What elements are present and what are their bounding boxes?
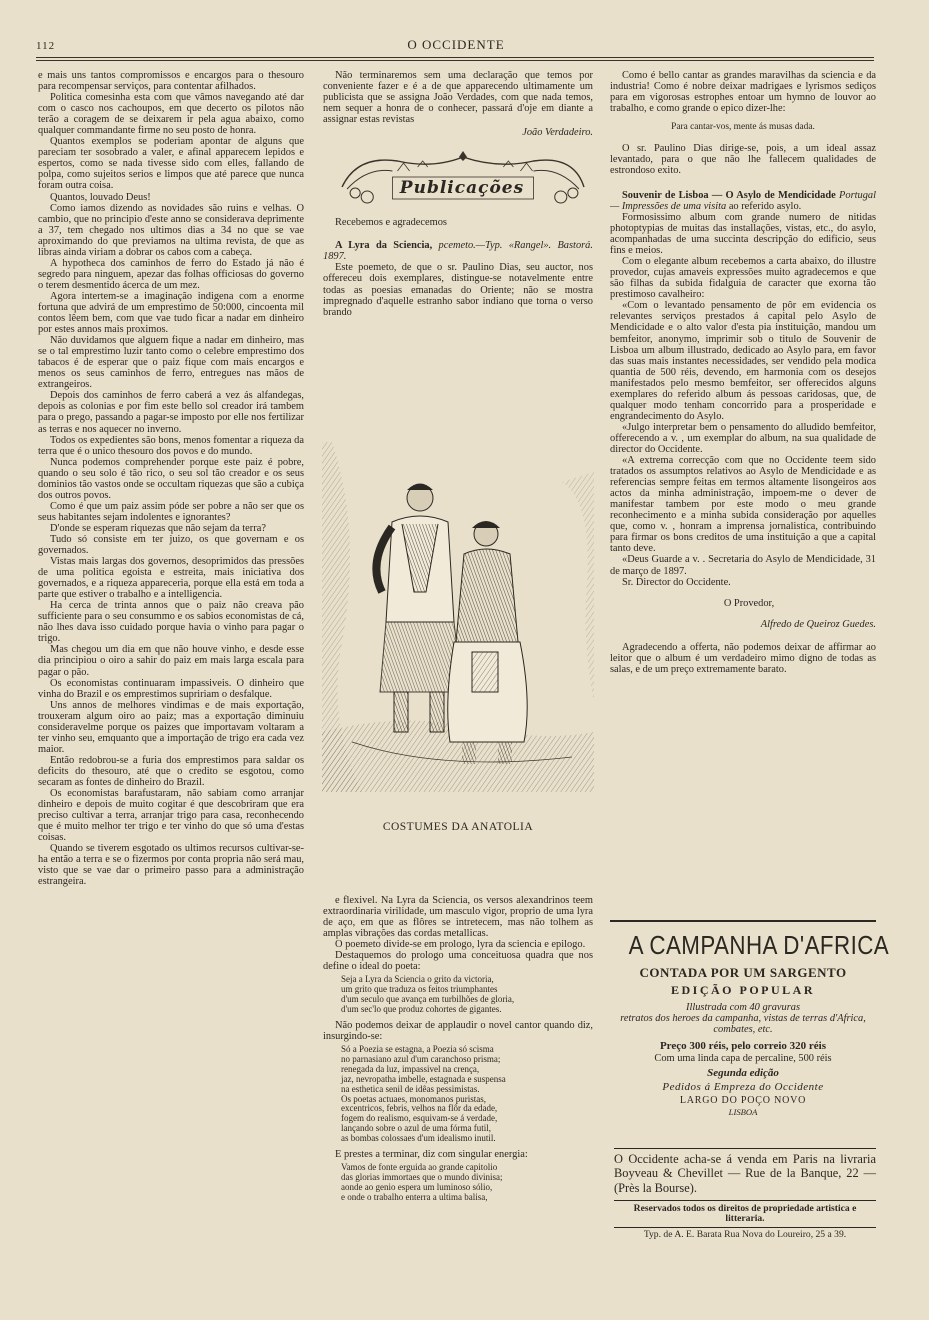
- souvenir-title: Souvenir de Lisboa — O Asylo de Mendicidade: [622, 189, 836, 201]
- poem-line: fogem do realismo, esquivam-se á verdade,: [341, 1113, 498, 1124]
- paragraph: Mas chegou um dia em que não houve vinho, e desde esse dia principiou o oiro a sahir do paiz em mais larga escala para pagar o pão.: [38, 644, 304, 678]
- paragraph: Depois dos caminhos de ferro caberá a vez ás alfandegas, depois as colonias e por fim este bello sol creador irá tambem para o prego, passando a pagar-se imposto por elle nos fertilizar as terras e nos aquecer no inverno.: [38, 390, 304, 435]
- page-number: 112: [36, 40, 56, 52]
- paragraph: Este poemeto, de que o sr. Paulino Dias, seu auctor, nos offereceu dois exemplares, distingue-se notavelmente entre todas as poesias emanadas do Oriente; não se mostra impregnado d'aquelle estranho sabor indiano que torna o verso brando: [323, 262, 593, 318]
- poem-line: na esthetica senil de idêas pessimistas.: [341, 1083, 480, 1094]
- paragraph: Recebemos e agradecemos: [335, 217, 447, 229]
- poem-line: as bombas colossaes d'um idealismo inutil.: [341, 1133, 496, 1144]
- ad-orders: Pedidos á Empreza do Occidente: [662, 1080, 824, 1093]
- journal-title: O OCCIDENTE: [407, 37, 505, 52]
- paragraph: Ha cerca de trinta annos que o paiz não creava pão sufficiente para o seu consummo e os sabios economistas de cá, não lhes dava isso cuidado porque havia o vinho para pagar o trigo.: [38, 600, 304, 645]
- ad-city: LISBOA: [728, 1106, 758, 1117]
- souvenir-subtitle: Portugal — Impressões de uma visita: [610, 189, 876, 212]
- paragraph: Como é que um paiz assim póde ser pobre a não ser que os seus habitantes sejam indolentes e ignorantes?: [38, 500, 304, 523]
- paragraph: O poemeto divide-se em prologo, lyra da sciencia e epilogo.: [335, 939, 586, 951]
- banner-label: Publicações: [399, 178, 525, 199]
- paragraph: Nunca podemos comprehender porque este paiz é pobre, quando o seu solo é tão rico, o seu sol tão creador e os seus dominios tão vastos onde se occultam riquezas que são a cubiça dos outros povos.: [38, 456, 304, 501]
- souvenir-heading: [610, 190, 876, 212]
- printer-imprint: Typ. de A. E. Barata Rua Nova do Loureiro, 25 a 39.: [643, 1229, 847, 1240]
- paris-sale-notice: O Occidente acha-se á venda em Paris na livraria Boyveau & Chevillet — Rue de la Banque, 22 — (Près la Bourse).: [614, 1148, 876, 1195]
- paragraph: Os economistas barafustaram, não sabiam como arranjar dinheiro e depois de muito cogitar é que descobriram que era preciso cultivar a terra, arranjar trigo para casa, reconhecendo que é muito melhor ter trigo e ter vinho do que só uma d'estas coisas.: [38, 788, 304, 844]
- verse-quote: Para cantar-vos, mente ás musas dada.: [671, 122, 815, 133]
- paragraph: Quantos, louvado Deus!: [50, 191, 151, 203]
- header-rule-double: [36, 60, 874, 61]
- paragraph: Não duvidamos que alguem fique a nadar em dinheiro, mas se o tal emprestimo luzir tanto como o celebre emprestimo dos tabacos é de esperar que o paiz fique com mais encargos e menos os seus caminhos de ferro, entregues nas mãos de extrangeiros.: [38, 335, 304, 391]
- poem-line: renegada da luz, impassivel na crença,: [341, 1063, 480, 1074]
- paragraph: O sr. Paulino Dias dirige-se, pois, a um ideal assaz levantado, para o que não lhe fallecem qualidades de estrondoso exito.: [610, 142, 876, 176]
- paragraph: «Com o levantado pensamento de pôr em evidencia os relevantes serviços prestados á capital pelo Asylo de Mendicidade e o alto valor d'esta pia instituição, mandou um bemfeitor, anonymo, imprimir sob o titulo de Souvenir de Lisboa um album illustrado, dedicado ao Asylo para, em favor das suas mais instantes necessidades, ser vendido pela modica quantia de 500 réis, devendo, em harmonia com os desejos manifestados pelo mesmo bemfeitor, ser offerecidos alguns exemplares do referido album ás pessoas caridosas, que, de qualquer modo tenham concorrido para a prosperidade e engrandecimento do Asylo.: [610, 300, 876, 422]
- poem-line: d'um seculo que avança em turbilhões de gloria,: [341, 994, 515, 1005]
- paragraph: Quando se tiverem esgotado os ultimos recursos cultivar-se-ha então a terra e se o fizermos por conta propria não será mau, visto que se vae dar o primeiro passo para a administração estrangeira.: [38, 843, 304, 888]
- souvenir-subtitle-tail: ao referido asylo.: [726, 200, 802, 212]
- paragraph: «Julgo interpretar bem o pensamento do alludido bemfeitor, offerecendo a v. , um exemplar do album, na sua qualidade de director do Occidente.: [610, 421, 876, 455]
- author-signature: João Verdadeiro.: [522, 127, 593, 139]
- poem-line: Os poetas actuaes, monomanos puristas,: [341, 1093, 486, 1104]
- ad-subtitle: CONTADA POR UM SARGENTO: [639, 965, 847, 980]
- paragraph: «Deus Guarde a v. . Secretaria do Asylo de Mendicidade, 31 de março de 1897.: [610, 554, 876, 577]
- poem-line: aonde ao genio espera um luminoso sólio,: [341, 1181, 493, 1192]
- paragraph: Sr. Director do Occidente.: [622, 576, 731, 588]
- header-rule: [36, 57, 874, 58]
- paragraph: «A extrema correcção com que no Occidente teem sido tratados os assumptos relativos ao Asylo de Mendicidade e as referencias sempre feitas em termos altamente lisongeiros aos actos da minha administração, impoem-me o dever de manifestar tambem por este modo o meu grande reconhecimento e a minha subida consideração por aquelles que, como v. , honram a imprensa jornalistica, contribuindo para firmar os bons creditos de uma instituição a que a capital tanto deve.: [610, 455, 876, 555]
- column-right: [610, 70, 876, 675]
- paragraph: Agora intertem-se a imaginação indigena com a enorme fortuna que advirá de um emprestimo de 50:000, cincoenta mil contos lêem bem, com que vae tudo ficar a nadar em dinheiro por estes annos mais proximos.: [38, 290, 304, 336]
- paragraph: Tudo só consiste em ter juizo, os que governam e os governados.: [38, 533, 304, 557]
- poem-line: excentricos, febris, velhos na flôr da edade,: [341, 1103, 498, 1114]
- ad-title: A CAMPANHA D'AFRICA: [628, 930, 890, 960]
- column-middle: [323, 70, 593, 318]
- provedor-name: Alfredo de Queiroz Guedes.: [760, 618, 876, 630]
- publicacoes-banner: [337, 147, 589, 207]
- paragraph: Destaquemos do prologo uma conceituosa quadra que nos define o ideal do poeta:: [323, 950, 593, 973]
- paragraph: D'onde se esperam riquezas que não sejam da terra?: [50, 522, 266, 534]
- column-left: [38, 70, 304, 887]
- provedor-label: O Provedor,: [723, 597, 775, 609]
- paragraph: Os economistas continuaram impassiveis. O dinheiro que vinha do Brazil e os emprestimos supririam o desfalque.: [38, 677, 304, 700]
- rights-notice: Reservados todos os direitos de propriedade artistica e litteraria.: [614, 1200, 876, 1228]
- poem-excerpt: [341, 975, 593, 1015]
- ad-address: LARGO DO POÇO NOVO: [679, 1094, 807, 1106]
- paragraph: Como é bello cantar as grandes maravilhas da sciencia e da industria! Como é nobre deixar madrigaes e lyrismos sediços para em vigorosas estrophes entoar um hymno de louvor ao trabalho, e como grande o epico dizer-lhe:: [610, 70, 876, 115]
- advertisement-campanha-africa: [610, 920, 890, 1137]
- paragraph: Com o elegante album recebemos a carta abaixo, do illustre provedor, cujas amaveis expressões muito agradecemos e que são filhas da subida fidalguia de caracter que exorna tão prestimoso cavalheiro:: [610, 256, 876, 301]
- poem-line: lançando sobre o azul de uma fórma futil,: [341, 1123, 491, 1134]
- paragraph: Como iamos dizendo as novidades são ruins e velhas. O cambio, que no principio d'este anno se considerava deprimente a 37, tem chegado nos ultimos dias a 34 no que se vae aproximando do que previamos na ultima revista, de que as libras ainda viriam a dobrar os cabos com a cabeça.: [38, 202, 304, 258]
- paragraph: Não terminaremos sem uma declaração que temos por conveniente fazer e é a de que apparecendo ultimamente um publicista que se assigna João Verdades, com que nada temos, nem sequer a honra de o conhecer, passará d'oje em diante a assignar estas revistas: [323, 70, 593, 126]
- paragraph: Agradecendo a offerta, não podemos deixar de affirmar ao leitor que o album é um verdadeiro mimo digno de todas as salas, e de um preço extremamente barato.: [610, 641, 876, 675]
- paragraph: Não podemos deixar de applaudir o novel cantor quando diz, insurgindo-se:: [323, 1019, 593, 1042]
- poem-excerpt: [341, 1163, 593, 1203]
- poem-line: das glorias immortaes que o mundo divinisa;: [341, 1172, 503, 1183]
- paragraph: e flexivel. Na Lyra da Sciencia, os versos alexandrinos teem extraordinaria virilidade, um masculo vigor, proprio de uma lyra de aço, em que as flôres se intretecem, mas não tolhem as amplas vibrações das cordas metallicas.: [323, 895, 593, 940]
- lyra-heading: [323, 240, 593, 262]
- ad-second-edition: Segunda edição: [707, 1066, 779, 1079]
- poem-line: Vamos de fonte erguida ao grande capitolio: [341, 1162, 498, 1173]
- figure-caption: COSTUMES DA ANATOLIA: [382, 821, 534, 833]
- paragraph: Vistas mais largas dos governos, desoprimidos das pressões de uma politica egoista e estreita, mais iniciativa dos governados, e a riqueza appareceria, porque ella está em toda a parte que estiver o trabalho e a intelligencia.: [38, 556, 304, 601]
- ad-illustrated-details: retratos dos heroes da campanha, vistas de terras d'Africa, combates, etc.: [620, 1013, 866, 1036]
- poem-line: d'um sec'lo que produz cohortes de gigantes.: [341, 1004, 502, 1015]
- poem-line: e onde o trabalho enterra a ultima balisa,: [341, 1191, 488, 1202]
- lyra-title: A Lyra da Sciencia,: [335, 240, 433, 252]
- poem-line: no parnasiano azul d'um caranchoso prisma;: [341, 1053, 501, 1064]
- paragraph: Todos os expedientes são bons, menos fomentar a riqueza da terra que é o unico thesouro dos povos e do mundo.: [38, 434, 304, 457]
- anatolia-costumes-image: [322, 442, 594, 792]
- paragraph: E prestes a terminar, diz com singular energia:: [335, 1149, 528, 1161]
- paragraph: Quantos exemplos se poderiam apontar de alguns que pareciam ter sosobrado a valer, e afinal apparecem lepidos e espertos, como se nada tivesse sido com elles, fallando de polpa, como sujeitos serios e limpos que até parece que nunca foram outra coisa.: [38, 136, 304, 192]
- poem-line: um grito que traduza os feitos triumphantes: [341, 984, 498, 995]
- page-header: [36, 36, 876, 56]
- paragraph: Uns annos de melhores vindimas e de mais exportação, trouxeram algum oiro ao paiz; mas a exportação diminuiu consideravelme porque os paizes que importavam voltaram a ter vinho seu, emquanto que a importação de trigo era cada vez maior.: [38, 699, 304, 755]
- paragraph: Formosissimo album com grande numero de nitidas photoptypias de muitas das installações, vistas, etc., do asylo, acompanhadas de uma succinta descripção do edificio, seus fins e meios.: [610, 212, 876, 257]
- ad-price: Preço 300 réis, pelo correio 320 réis: [659, 1039, 827, 1052]
- poem-excerpt: [341, 1045, 593, 1144]
- ad-edition: EDIÇÃO POPULAR: [670, 983, 815, 997]
- ad-illustrated: Illustrada com 40 gravuras: [685, 1002, 800, 1013]
- paragraph: A hypotheca dos caminhos de ferro do Estado já não é segredo para ninguem, apezar das folhas officiosas do governo o terem desmentido ácerca de um mez.: [38, 257, 304, 291]
- paragraph: Politica comesinha esta com que vâmos navegando até dar com o casco nos cachoupos, em que decerto os pilotos não terão a coragem de se deixarem ir pela agua abaixo, como qualquer commandante firme no seu posto de honra.: [38, 92, 304, 137]
- lyra-subtitle: pcemeto.—Typ. «Rangel». Bastorá. 1897.: [323, 240, 593, 263]
- paragraph: e mais uns tantos compromissos e encargos para o thesouro para recompensar serviços, para contentar afilhados.: [38, 70, 304, 93]
- ad-price-bound: Com uma linda capa de percaline, 500 réis: [654, 1052, 832, 1064]
- poem-line: jaz, nevropatha imbelle, estagnada e suspensa: [341, 1073, 506, 1084]
- poem-line: Seja a Lyra da Sciencia o grito da victoria,: [341, 974, 494, 985]
- column-middle-bottom: [323, 895, 593, 1208]
- paragraph: Então redobrou-se a furia dos emprestimos para saldar os deficits do thesouro, até que o credito se esgotou, como secaram as fontes de dinheiro do Brazil.: [38, 754, 304, 788]
- engraving-illustration: [322, 442, 594, 792]
- poem-line: Só a Poezia se estagna, a Poezia só scisma: [341, 1044, 494, 1055]
